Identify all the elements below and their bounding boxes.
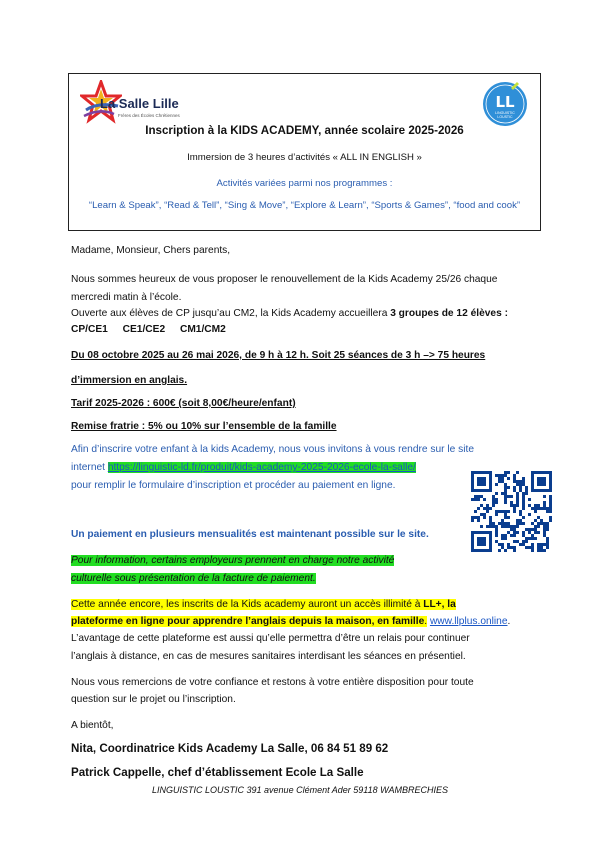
llplus-bold-2: plateforme en ligne pour apprendre l’anglais depuis la maison, en famille: [71, 616, 425, 627]
register-line-1: Afin d’inscrire votre enfant à la kids Academy, nous vous invitons à vous rendre sur le site: [71, 444, 474, 455]
register-line-3: pour remplir le formulaire d’inscription et procéder au paiement en ligne.: [71, 480, 396, 491]
logo-left-text: La Salle Lille: [100, 96, 179, 111]
llplus-dot: .: [424, 616, 428, 627]
llplus-link[interactable]: www.llplus.online: [429, 616, 508, 627]
title-rest: , année scolaire 2025-2026: [318, 124, 464, 137]
advantage-line-2: l’anglais à distance, en cas de mesures sanitaires interdisant les séances en présentiel.: [71, 651, 466, 662]
info-line-1: [71, 553, 394, 568]
info-text-1: Pour information, certains employeurs prennent en charge notre activité: [71, 555, 395, 566]
page-title: [68, 124, 541, 137]
programs-list: “Learn & Speak”, “Read & Tell”, “Sing & Move”, “Explore & Learn”, “Sports & Games”, “food and cook”: [88, 200, 521, 211]
open-bold: 3 groupes de 12 élèves :: [390, 308, 508, 319]
register-line-2: [71, 460, 416, 475]
open-text: Ouverte aux élèves de CP jusqu’au CM2, la Kids Academy accueillera: [71, 308, 391, 319]
tarif: Tarif 2025-2026 : 600€ (soit 8,00€/heure/enfant): [71, 398, 296, 409]
dates-line-2: d’immersion en anglais.: [71, 375, 188, 386]
group-item: CE1/CE2: [122, 324, 166, 335]
llplus-bold-1: LL+, la: [423, 599, 456, 610]
ll-circle-logo-icon: [481, 80, 529, 128]
groups-row: [71, 322, 226, 337]
linguistic-loustic-logo: [481, 80, 529, 128]
qr-code-icon: [471, 463, 553, 561]
title-main: Inscription à la KIDS ACADEMY: [145, 124, 319, 137]
info-text-2: culturelle sous présentation de la facture de paiement.: [71, 573, 316, 584]
logo-left-subtext: Frères des Écoles Chrétiennes: [118, 113, 180, 118]
greeting: Madame, Monsieur, Chers parents,: [71, 245, 231, 256]
subtitle: Immersion de 3 heures d’activités « ALL IN ENGLISH »: [187, 152, 422, 163]
dates-line-1: Du 08 octobre 2025 au 26 mai 2026, de 9 h à 12 h. Soit 25 séances de 3 h –> 75 heures: [71, 350, 486, 361]
svg-text:LL: LL: [495, 93, 515, 111]
llplus-pre: Cette année encore, les inscrits de la Kids academy auront un accès illimité à: [71, 599, 424, 610]
thanks-line-1: Nous vous remercions de votre confiance et restons à votre entière disposition pour toute: [71, 677, 474, 688]
advantage-line-1: L’avantage de cette plateforme est aussi qu’elle permettra d’être un relais pour continuer: [71, 633, 470, 644]
qr-code[interactable]: [471, 463, 553, 561]
closing: A bientôt,: [71, 720, 114, 731]
footer-address: LINGUISTIC LOUSTIC 391 avenue Clément Ader 59118 WAMBRECHIES: [152, 785, 448, 795]
signature-1: Nita, Coordinatrice Kids Academy La Salle, 06 84 51 89 62: [71, 742, 389, 755]
intro-line-1: Nous sommes heureux de vous proposer le renouvellement de la Kids Academy 25/26 chaque: [71, 274, 498, 285]
payment-note: Un paiement en plusieurs mensualités est maintenant possible sur le site.: [71, 529, 429, 540]
signature-2: Patrick Cappelle, chef d’établissement Ecole La Salle: [71, 766, 364, 779]
thanks-line-2: question sur le projet ou l’inscription.: [71, 694, 236, 705]
llplus-end: .: [507, 616, 511, 627]
la-salle-logo: [80, 80, 205, 125]
register-prefix: internet: [71, 462, 108, 473]
group-item: CM1/CM2: [179, 324, 226, 335]
llplus-line-2: [71, 614, 510, 629]
remise-fratrie: Remise fratrie : 5% ou 10% sur l’ensemble de la famille: [71, 421, 337, 432]
registration-link[interactable]: https://linguistic-ld.fr/produit/kids-academy-2025-2026-ecole-la-salle/: [107, 462, 416, 473]
info-line-2: [71, 571, 316, 586]
intro-line-2: mercredi matin à l’école.: [71, 292, 182, 303]
group-item: CP/CE1: [71, 324, 108, 335]
logo-right-text: LINGUISTIC LOUSTIC: [495, 111, 515, 119]
activities-intro: Activités variées parmi nos programmes :: [216, 178, 393, 189]
open-paragraph: [71, 306, 508, 321]
llplus-line-1: [71, 597, 456, 612]
